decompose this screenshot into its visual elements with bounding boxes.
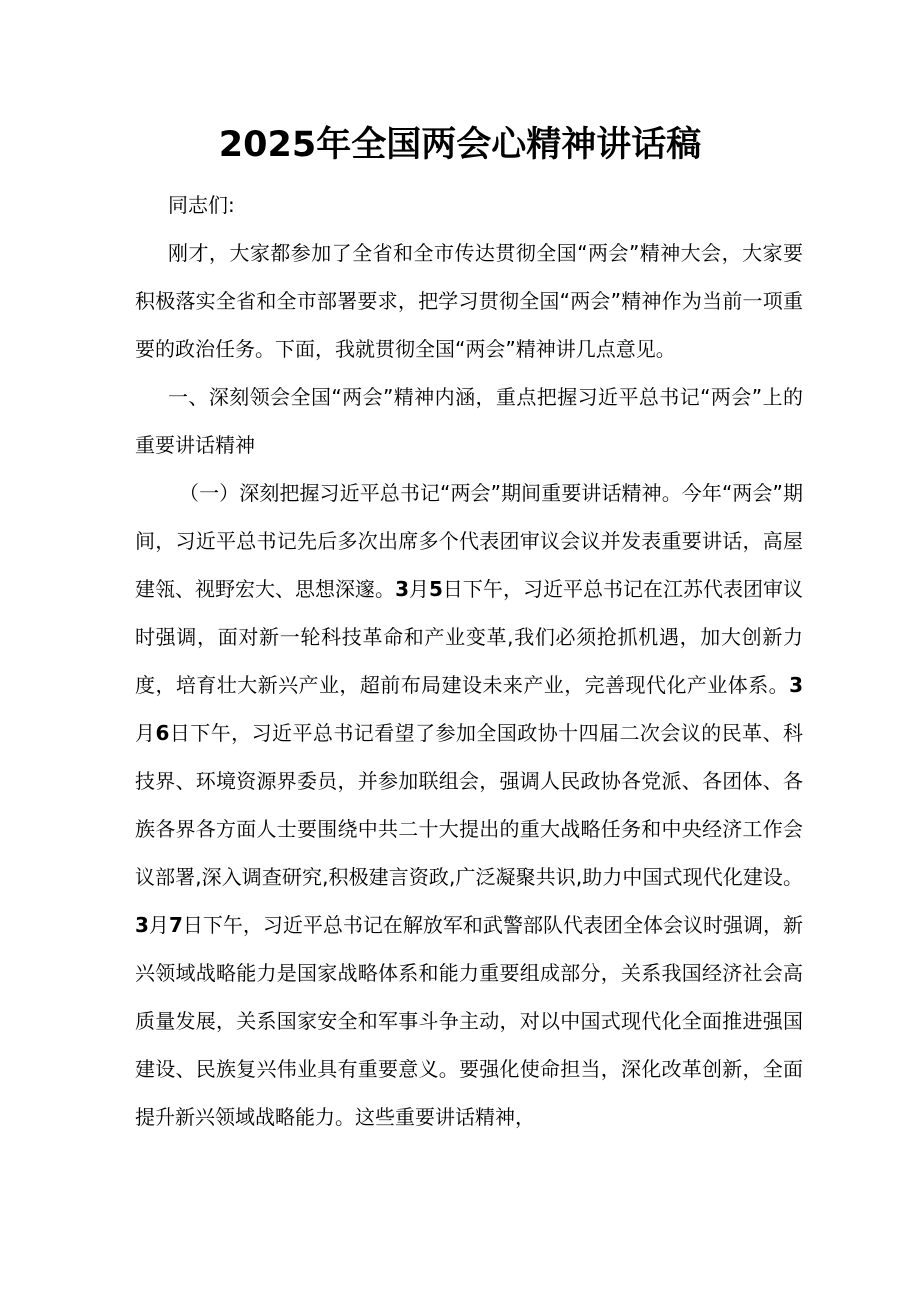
date-day-number: 6 (155, 721, 170, 745)
paragraph-text-part-d: 日下午，习近平总书记在解放军和武警部队代表团全体会议时强调，新兴领域战略能力是国家战略体系和能力重要组成部分，关系我国经济社会高质量发展，关系国家安全和军事斗争主动，对以中国式现代化全面推进强国建设、民族复兴伟业具有重要意义。要强化使命担当，深化改革创新，全面提升新兴领域战略能力。这些重要讲话精神， (135, 913, 804, 1129)
section-one-heading: 一、深刻领会全国“两会”精神内涵，重点把握习近平总书记“两会”上的重要讲话精神 (135, 385, 803, 457)
date-month-number: 3 (135, 913, 149, 937)
paragraph-text-part-b: 日下午，习近平总书记在江苏代表团审议时强调，面对新一轮科技革命和产业变革,我们必须抢抓机遇，加大创新力度，培育壮大新兴产业，超前布局建设未来产业，完善现代化产业体系。 (135, 577, 804, 697)
salutation: 同志们: (168, 193, 235, 217)
date-month-number: 3 (395, 577, 409, 601)
date-month-char: 月 (148, 913, 169, 937)
date-month-char: 月 (135, 721, 156, 745)
document-body (135, 181, 803, 1141)
subsection-one-paragraph (135, 469, 803, 1141)
date-month-char: 月 (408, 577, 429, 601)
date-day-number: 7 (168, 913, 183, 937)
date-month-number: 3 (789, 673, 803, 697)
paragraph-text-part-c: 日下午，习近平总书记看望了参加全国政协十四届二次会议的民革、科技界、环境资源界委员，并参加联组会，强调人民政协各党派、各团体、各族各界各方面人士要围绕中共二十大提出的重大战略任务和中央经济工作会议部署,深入调查研究,积极建言资政,广泛凝聚共识,助力中国式现代化建设。 (135, 721, 804, 889)
paragraph-text-part-a: （一）深刻把握习近平总书记“两会”期间重要讲话精神。今年“两会”期间，习近平总书记先后多次出席多个代表团审议会议并发表重要讲话，高屋建瓴、视野宏大、思想深邃。 (135, 481, 803, 601)
intro-paragraph: 刚才，大家都参加了全省和全市传达贯彻全国“两会”精神大会，大家要积极落实全省和全市部署要求，把学习贯彻全国“两会”精神作为当前一项重要的政治任务。下面，我就贯彻全国“两会”精神讲几点意见。 (135, 241, 803, 361)
date-day-number: 5 (429, 577, 443, 601)
document-title: 2025年全国两会心精神讲话稿 (218, 125, 702, 165)
